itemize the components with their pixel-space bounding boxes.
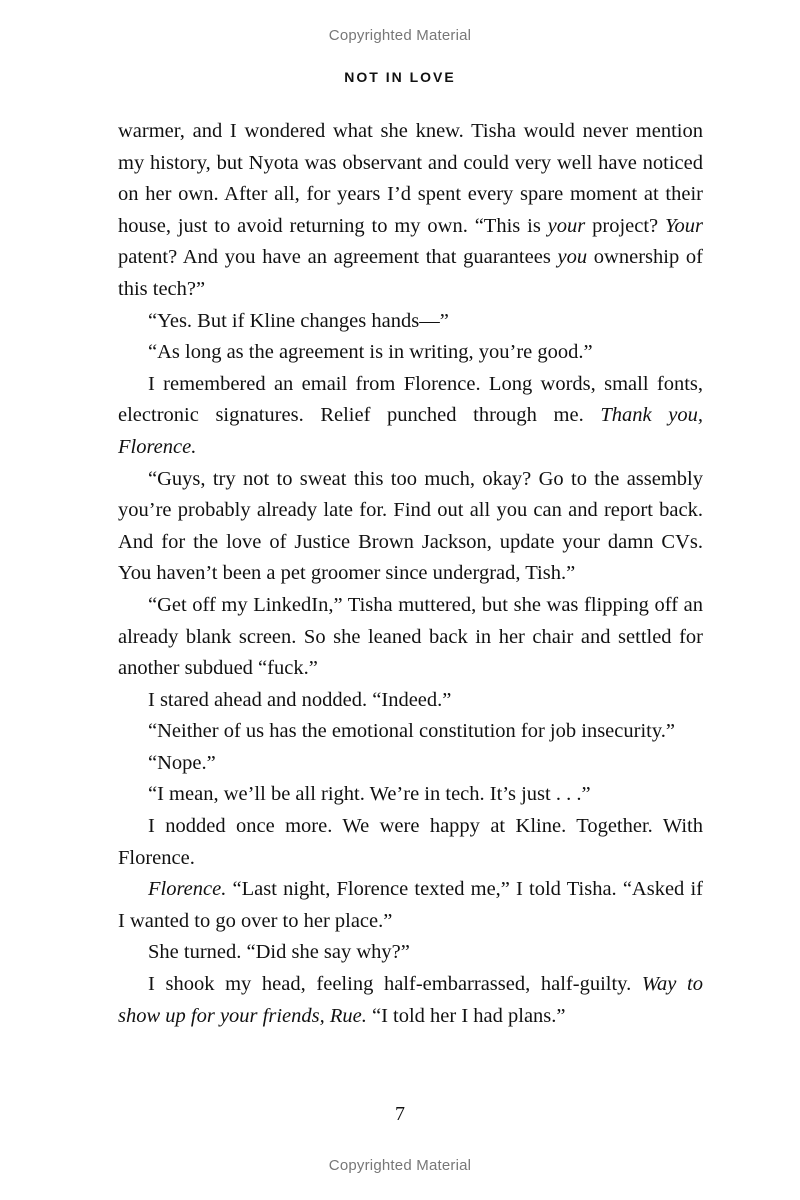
text-run: “I mean, we’ll be all right. We’re in tech. It’s just . . .” <box>148 783 591 806</box>
paragraph <box>118 969 703 1032</box>
text-run: “Last night, Florence texted me,” I told Tisha. “Asked if I wanted to go over to her place.” <box>118 878 703 932</box>
paragraph <box>118 369 703 464</box>
text-run: “I told her I had plans.” <box>366 1004 566 1027</box>
italic-text: you <box>557 246 588 269</box>
text-run: “Guys, try not to sweat this too much, okay? Go to the assembly you’re probably already late for. Find out all you can and report back. And for the love of Justice Brown Jackson, update your damn CVs. You haven’t been a pet groomer since undergrad, Tish.” <box>118 467 703 585</box>
text-run: I nodded once more. We were happy at Kline. Together. With Florence. <box>118 815 703 869</box>
paragraph <box>118 685 703 717</box>
text-run: I shook my head, feeling half-embarrassed, half-guilty. <box>148 973 642 996</box>
paragraph <box>118 306 703 338</box>
text-run: ownership of this tech?” <box>118 246 703 300</box>
running-head: NOT IN LOVE <box>344 69 456 85</box>
copyright-watermark-bottom: Copyrighted Material <box>328 1157 472 1174</box>
paragraph <box>118 716 703 748</box>
text-run: warmer, and I wondered what she knew. Tisha would never mention my history, but Nyota was observant and could very well have noticed on her own. After all, for years I’d spent every spare moment at their house, just to avoid returning to my own. “This is <box>118 120 703 237</box>
italic-text: Thank you, Florence. <box>118 404 703 458</box>
text-run: patent? And you have an agreement that guarantees <box>118 246 558 269</box>
paragraph <box>118 337 703 369</box>
page-body-text <box>118 116 703 1032</box>
text-run: I stared ahead and nodded. “Indeed.” <box>148 688 452 711</box>
text-run: “Neither of us has the emotional constitution for job insecurity.” <box>148 720 675 743</box>
copyright-watermark-top: Copyrighted Material <box>328 27 472 44</box>
paragraph <box>118 590 703 685</box>
paragraph <box>118 874 703 937</box>
italic-text: Way to show up for your friends, Rue. <box>118 973 703 1027</box>
text-run: “As long as the agreement is in writing, you’re good.” <box>148 341 593 364</box>
text-run: “Nope.” <box>148 751 216 774</box>
italic-text: your <box>547 214 586 237</box>
paragraph <box>118 116 703 306</box>
text-run: project? <box>585 214 665 237</box>
paragraph <box>118 779 703 811</box>
paragraph <box>118 811 703 874</box>
paragraph <box>118 937 703 969</box>
text-run: “Yes. But if Kline changes hands—” <box>148 309 449 332</box>
text-run: She turned. “Did she say why?” <box>148 941 410 964</box>
page-number: 7 <box>395 1103 405 1125</box>
paragraph <box>118 464 703 590</box>
paragraph <box>118 748 703 780</box>
italic-text: Florence. <box>148 878 227 901</box>
text-run: “Get off my LinkedIn,” Tisha muttered, but she was flipping off an already blank screen. So she leaned back in her chair and settled for another subdued “fuck.” <box>118 593 703 680</box>
text-run: I remembered an email from Florence. Long words, small fonts, electronic signatures. Relief punched through me. <box>118 372 703 427</box>
italic-text: Your <box>665 214 703 237</box>
